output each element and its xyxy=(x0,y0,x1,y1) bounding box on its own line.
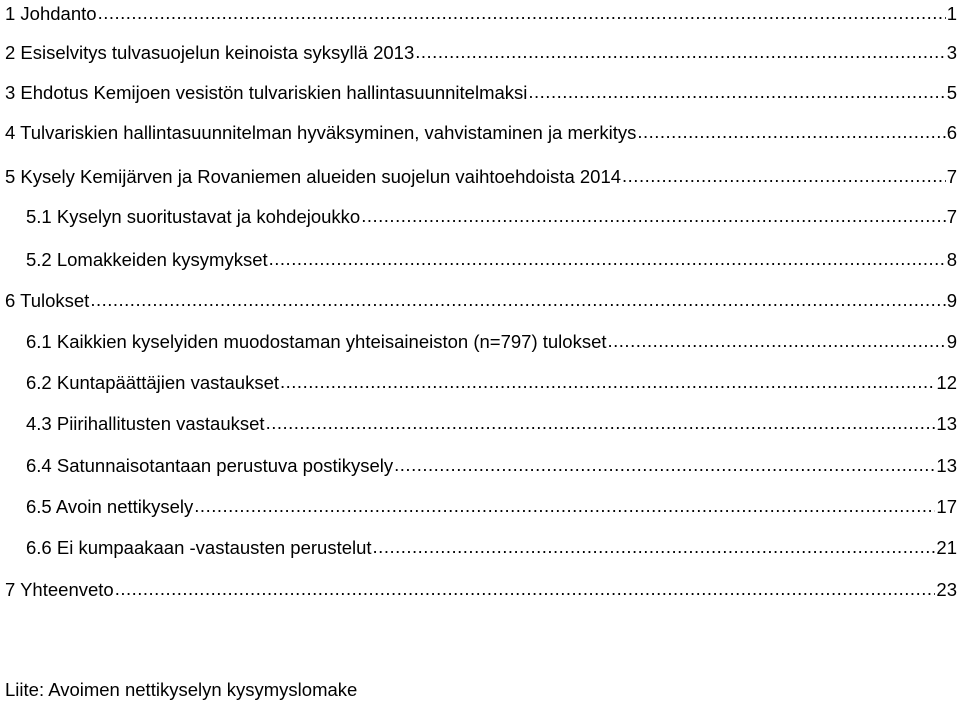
toc-entry-page: 12 xyxy=(936,372,957,393)
toc-entry-page: 13 xyxy=(936,455,957,476)
toc-entry[interactable] xyxy=(26,446,957,486)
toc-entry-page: 7 xyxy=(946,206,957,227)
toc-entry[interactable] xyxy=(5,281,957,321)
toc-entry-page: 5 xyxy=(946,82,957,103)
dot-leader xyxy=(90,290,945,312)
toc-entry-label: 6.4 Satunnaisotantaan perustuva postikysely xyxy=(26,455,394,476)
toc-entry-page: 17 xyxy=(936,496,957,517)
dot-leader xyxy=(115,579,936,601)
toc-entry-label: 6.5 Avoin nettikysely xyxy=(26,496,194,517)
dot-leader xyxy=(266,413,936,435)
toc-entry-page: 21 xyxy=(936,537,957,558)
toc-entry-page: 3 xyxy=(946,42,957,63)
toc-entry-label: 7 Yhteenveto xyxy=(5,579,114,600)
toc-entry[interactable] xyxy=(5,157,957,197)
toc-entry[interactable] xyxy=(26,528,957,568)
toc-entry-page: 1 xyxy=(946,3,957,24)
toc-entry-page: 9 xyxy=(946,290,957,311)
toc-entry[interactable] xyxy=(5,73,957,113)
toc-entry-label: 6.1 Kaikkien kyselyiden muodostaman yhteisaineiston (n=797) tulokset xyxy=(26,331,607,352)
toc-entry[interactable] xyxy=(26,322,957,362)
toc-entry[interactable] xyxy=(26,197,957,237)
toc-entry[interactable] xyxy=(26,240,957,280)
dot-leader xyxy=(528,82,945,104)
toc-entry-page: 13 xyxy=(936,413,957,434)
toc-entry-label: 4.3 Piirihallitusten vastaukset xyxy=(26,413,265,434)
toc-entry[interactable] xyxy=(26,363,957,403)
toc-entry[interactable] xyxy=(5,113,957,153)
toc-entry[interactable] xyxy=(5,0,957,34)
toc-entry-label: 6.2 Kuntapäättäjien vastaukset xyxy=(26,372,280,393)
dot-leader xyxy=(280,372,935,394)
dot-leader xyxy=(269,249,946,271)
dot-leader xyxy=(394,455,935,477)
toc-entry-label: 2 Esiselvitys tulvasuojelun keinoista syksyllä 2013 xyxy=(5,42,415,63)
dot-leader xyxy=(415,42,945,64)
dot-leader xyxy=(622,166,946,188)
toc-entry-page: 8 xyxy=(946,249,957,270)
toc-entry-page: 23 xyxy=(936,579,957,600)
toc-entry-label: 5.2 Lomakkeiden kysymykset xyxy=(26,249,268,270)
toc-entry-label: 6 Tulokset xyxy=(5,290,90,311)
toc-entry-page: 6 xyxy=(946,122,957,143)
dot-leader xyxy=(361,206,945,228)
appendix-note: Liite: Avoimen nettikyselyn kysymyslomake xyxy=(5,679,358,700)
dot-leader xyxy=(373,537,936,559)
toc-entry-label: 3 Ehdotus Kemijoen vesistön tulvariskien hallintasuunnitelmaksi xyxy=(5,82,528,103)
toc-entry-label: 4 Tulvariskien hallintasuunnitelman hyväksyminen, vahvistaminen ja merkitys xyxy=(5,122,637,143)
toc-entry[interactable] xyxy=(5,570,957,610)
toc-entry-label: 6.6 Ei kumpaakaan -vastausten perustelut xyxy=(26,537,372,558)
toc-entry-label: 5 Kysely Kemijärven ja Rovaniemen alueiden suojelun vaihtoehdoista 2014 xyxy=(5,166,622,187)
dot-leader xyxy=(608,331,946,353)
dot-leader xyxy=(637,122,945,144)
toc-entry-page: 9 xyxy=(946,331,957,352)
toc-entry-label: 5.1 Kyselyn suoritustavat ja kohdejoukko xyxy=(26,206,361,227)
toc-entry[interactable] xyxy=(26,404,957,444)
toc-entry-page: 7 xyxy=(946,166,957,187)
dot-leader xyxy=(98,3,946,25)
toc-entry-label: 1 Johdanto xyxy=(5,3,97,24)
toc-entry[interactable] xyxy=(5,33,957,73)
dot-leader xyxy=(194,496,935,518)
toc-entry[interactable] xyxy=(26,487,957,527)
